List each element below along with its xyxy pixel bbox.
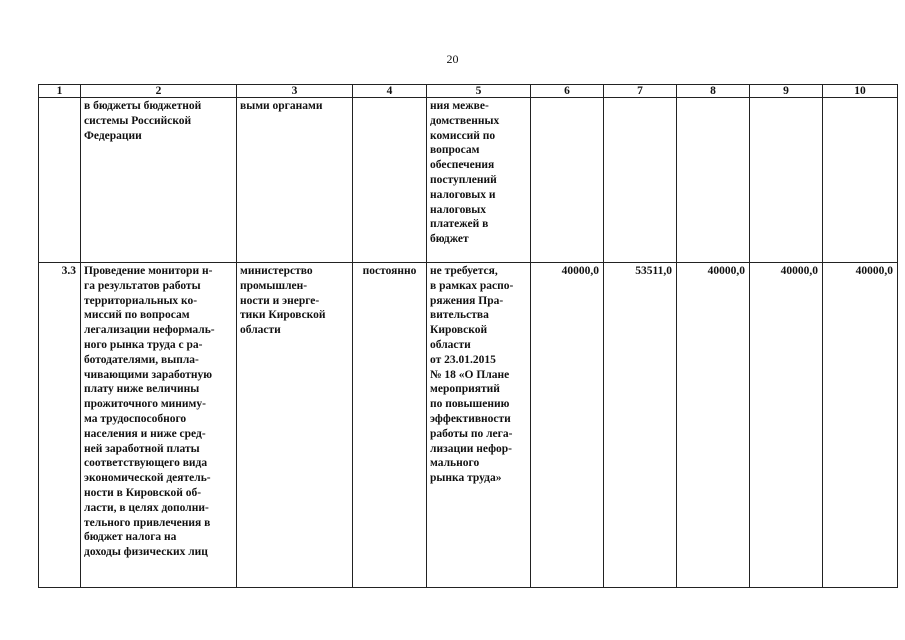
cell-term: постоянно xyxy=(353,263,427,588)
cell-activity: в бюджеты бюджетной системы Российской Федерации xyxy=(81,98,237,263)
cell-executor: министерство промышлен- ности и энерге- тики Кировской области xyxy=(237,263,353,588)
cell-funding-source: не требуется, в рамках распо- ряжения Пра- вительства Кировской области от 23.01.2015 № 18 «О Плане мероприятий по повышению эффективности работы по лега- лизации нефор- мального рынка труда» xyxy=(427,263,531,588)
header-cell-2: 2 xyxy=(81,85,237,98)
header-cell-1: 1 xyxy=(39,85,81,98)
cell-item-number: 3.3 xyxy=(39,263,81,588)
header-row xyxy=(39,85,898,98)
cell-funding-source: ния межве- домственных комиссий по вопросам обеспечения поступлений налоговых и налоговых платежей в бюджет xyxy=(427,98,531,263)
header-cell-3: 3 xyxy=(237,85,353,98)
cell-value-9: 40000,0 xyxy=(750,263,823,588)
document-table xyxy=(38,84,898,588)
cell-executor: выми органами xyxy=(237,98,353,263)
page-number: 20 xyxy=(446,52,459,66)
cell-value-8: 40000,0 xyxy=(677,263,750,588)
cell-value-6: 40000,0 xyxy=(531,263,604,588)
header-cell-7: 7 xyxy=(604,85,677,98)
header-cell-9: 9 xyxy=(750,85,823,98)
header-cell-5: 5 xyxy=(427,85,531,98)
cell-value-7: 53511,0 xyxy=(604,263,677,588)
cell-term xyxy=(353,98,427,263)
cell-activity: Проведение монитори н- га результатов работы территориальных ко- миссий по вопросам легализации неформаль- ного рынка труда с ра- ботодателями, выпла- чивающими заработную плату ниже величины прожиточного миниму- ма трудоспособного населения и ниже сред- ней заработной платы соответствующего вида экономической деятель- ности в Кировской об- ласти, в целях дополни- тельного привлечения в бюджет налога на доходы физических лиц xyxy=(81,263,237,588)
cell-value-9 xyxy=(750,98,823,263)
table-row xyxy=(39,98,898,263)
header-cell-10: 10 xyxy=(823,85,898,98)
cell-value-8 xyxy=(677,98,750,263)
header-cell-6: 6 xyxy=(531,85,604,98)
cell-value-6 xyxy=(531,98,604,263)
cell-item-number xyxy=(39,98,81,263)
header-cell-8: 8 xyxy=(677,85,750,98)
table-row xyxy=(39,263,898,588)
cell-value-10: 40000,0 xyxy=(823,263,898,588)
cell-value-7 xyxy=(604,98,677,263)
cell-value-10 xyxy=(823,98,898,263)
header-cell-4: 4 xyxy=(353,85,427,98)
